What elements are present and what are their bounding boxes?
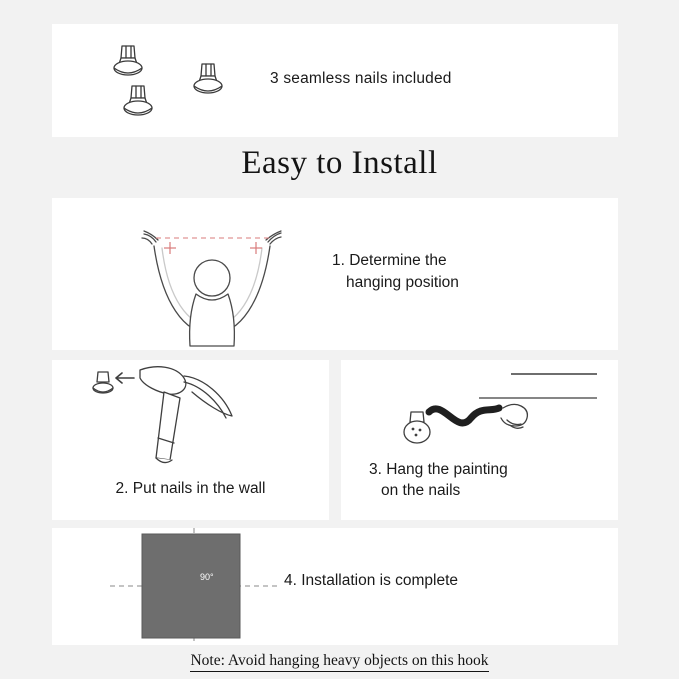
nails-included-card xyxy=(52,24,618,137)
hanging-painting-icon xyxy=(371,364,601,466)
step-1-label xyxy=(332,250,459,295)
framed-picture-icon xyxy=(110,528,278,645)
angle-label: 90° xyxy=(200,572,214,582)
nails-caption: 3 seamless nails included xyxy=(270,70,452,87)
step-1-card xyxy=(52,198,618,350)
step-3-label xyxy=(369,459,508,502)
footer-note xyxy=(0,652,679,670)
step-2-label: 2. Put nails in the wall xyxy=(115,480,266,497)
step-3-card xyxy=(341,360,618,520)
seamless-nail-icon xyxy=(92,36,262,128)
step-2-card xyxy=(52,360,329,520)
step-4-card xyxy=(52,528,618,645)
step-3-line-2: on the nails xyxy=(381,482,461,500)
step-3-line-1: 3. Hang the painting xyxy=(369,460,508,478)
person-measuring-icon xyxy=(92,206,332,350)
page-title: Easy to Install xyxy=(241,145,438,181)
step-4-label: 4. Installation is complete xyxy=(284,572,459,589)
step-1-line-1: 1. Determine the xyxy=(332,252,447,269)
step-1-line-2: hanging position xyxy=(346,274,459,292)
footer-note-text: Note: Avoid hanging heavy objects on this hook xyxy=(190,652,488,672)
hammer-icon xyxy=(72,364,312,476)
